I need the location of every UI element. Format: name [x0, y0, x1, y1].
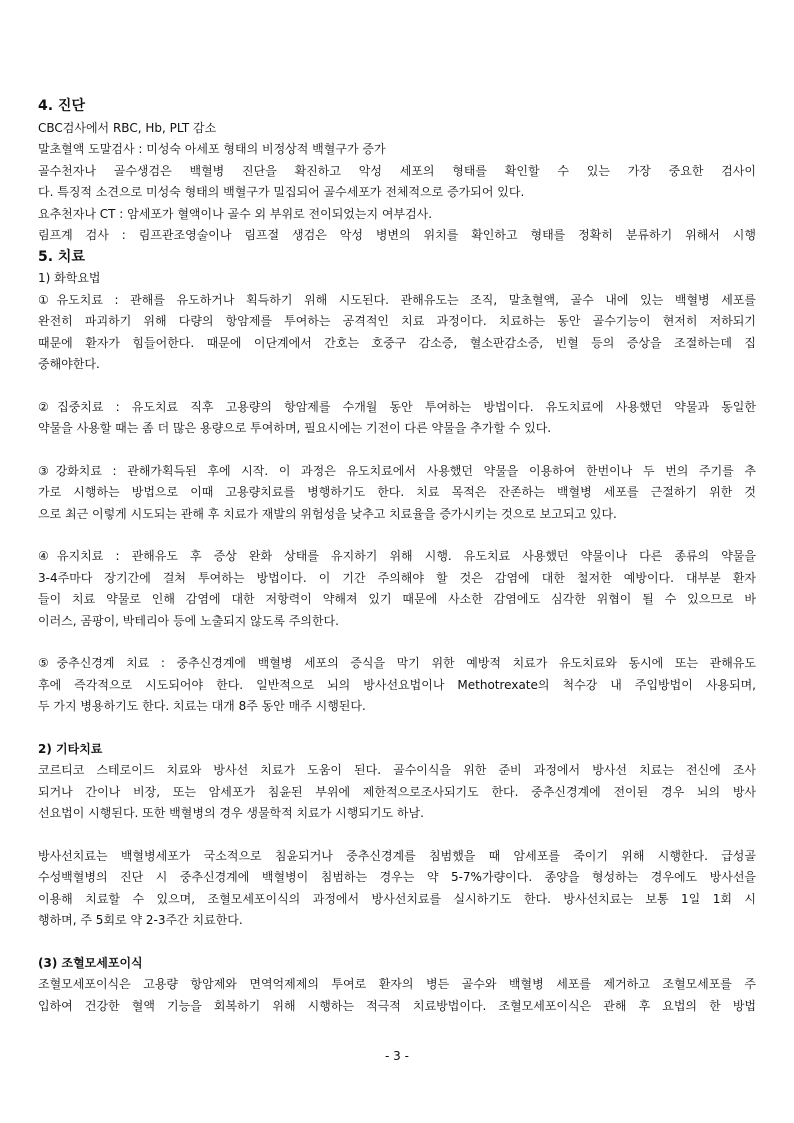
- text-line: 두 가지 병용하기도 한다. 치료는 대개 8주 동안 매주 시행된다.: [38, 699, 366, 713]
- text-line: ②집중치료 : 유도치료 직후 고용량의 항암제를 수개월 동안 투여하는 방법이다. 유도치료에 사용했던 약물과 동일한: [38, 399, 756, 414]
- text-line: 림프계 검사 : 림프관조영술이나 림프절 생검은 악성 병변의 위치를 확인하고 형태를 정확히 분류하기 위해서 시행: [38, 228, 756, 242]
- text-line: 입하여 건강한 혈액 기능을 회복하기 위해 시행하는 적극적 치료방법이다. 조혈모세포이식은 관해 후 요법의 한 방법: [38, 998, 756, 1013]
- paragraph-cns-treatment: [38, 653, 756, 718]
- subsection-heading-stem-cell-transplant: (3) 조혈모세포이식: [38, 955, 143, 970]
- text-line: 수성백혈병의 진단 시 중추신경계에 백혈병이 침범하는 경우는 약 5-7%가량이다. 종양을 형성하는 경우에도 방사선을: [38, 870, 756, 884]
- text-line: 방사선치료는 백혈병세포가 국소적으로 침윤되거나 중추신경계를 침범했을 때 암세포를 죽이기 위해 시행한다. 급성골: [38, 848, 756, 863]
- text-line: 골수천자나 골수생검은 백혈병 진단을 확진하고 악성 세포의 형태를 확인할 수 있는 가장 중요한 검사이: [38, 163, 756, 178]
- subsection-heading-other-treatment: 2) 기타치료: [38, 741, 103, 756]
- text-line: 때문에 환자가 힘들어한다. 때문에 이단계에서 간호는 호중구 감소증, 혈소판감소증, 빈혈 등의 증상을 조절하는데 집: [38, 335, 756, 350]
- text-line: 완전히 파괴하기 위해 다량의 항암제를 투여하는 공격적인 치료 과정이다. 치료하는 동안 골수기능이 현저히 저하되기: [38, 314, 756, 328]
- text-line: 들이 치료 약물로 인해 감염에 대한 저항력이 약해져 있기 때문에 사소한 감염에도 심각한 위협이 될 수 있으므로 바: [38, 592, 756, 606]
- paragraph-consolidation: [38, 397, 756, 440]
- text-line: ③강화치료 : 관해가획득된 후에 시작. 이 과정은 유도치료에서 사용했던 약물을 이용하여 한번이나 두 번의 주기를 추: [38, 463, 756, 478]
- paragraph-induction: [38, 290, 756, 376]
- text-line: 선요법이 시행된다. 또한 백혈병의 경우 생물학적 치료가 시행되기도 하남.: [38, 806, 424, 820]
- text-line: ①유도치료 : 관해를 유도하거나 획득하기 위해 시도된다. 관해유도는 조직, 말초혈액, 골수 내에 있는 백혈병 세포를: [38, 292, 756, 307]
- paragraph-radiation-therapy: [38, 846, 756, 932]
- text-line: ④유지치료 : 관해유도 후 증상 완화 상태를 유지하기 위해 시행. 유도치료 사용했던 약물이나 다른 종류의 약물을: [38, 549, 756, 563]
- paragraph-other-treatment: [38, 760, 756, 825]
- text-line: 으로 최근 이렇게 시도되는 관해 후 치료가 재발의 위험성을 낮추고 치료율을 증가시키는 것으로 보고되고 있다.: [38, 506, 617, 521]
- text-line: 가로 시행하는 방법으로 이때 고용량치료를 병행하기도 한다. 치료 목적은 잔존하는 백혈병 세포를 근절하기 위한 것: [38, 485, 756, 499]
- text-line: 3-4주마다 장기간에 걸쳐 투여하는 방법이다. 이 기간 주의해야 할 것은 감염에 대한 철저한 예방이다. 대부분 환자: [38, 570, 756, 585]
- text-line: 후에 즉각적으로 시도되어야 한다. 일반적으로 뇌의 방사선요법이나 Methotrexate의 척수강 내 주입방법이 사용되며,: [38, 677, 756, 692]
- section-heading-diagnosis: 4. 진단: [38, 98, 85, 114]
- text-line: 이러스, 곰팡이, 박테리아 등에 노출되지 않도록 주의한다.: [38, 613, 339, 628]
- text-line: CBC검사에서 RBC, Hb, PLT 감소: [38, 120, 217, 135]
- text-line: 코르티코 스테로이드 치료와 방사선 치료가 도움이 된다. 골수이식을 위한 준비 과정에서 방사선 치료는 전신에 조사: [38, 763, 756, 777]
- page-number: - 3 -: [385, 1049, 409, 1063]
- document-page: [38, 96, 756, 1017]
- text-line: 되거나 간이나 비장, 또는 암세포가 침윤된 부위에 제한적으로조사되기도 한다. 중추신경계에 전이된 경우 뇌의 방사: [38, 784, 756, 799]
- text-line: 중해야한다.: [38, 357, 100, 371]
- paragraph-maintenance: [38, 546, 756, 632]
- text-line: ⑤중추신경계 치료 : 중추신경계에 백혈병 세포의 증식을 막기 위한 예방적 치료가 유도치료와 동시에 또는 관해유도: [38, 656, 756, 670]
- text-line: 다. 특징적 소견으로 미성숙 형태의 백혈구가 밀집되어 골수세포가 전체적으로 증가되어 있다.: [38, 185, 525, 199]
- text-line: 약물을 사용할 때는 좀 더 많은 용량으로 투여하며, 필요시에는 기전이 다른 약물을 추가할 수 있다.: [38, 421, 552, 435]
- text-line: 행하며, 주 5회로 약 2-3주간 치료한다.: [38, 913, 243, 927]
- paragraph-stem-cell-transplant: [38, 974, 756, 1017]
- text-line: 말초혈액 도말검사 : 미성숙 아세포 형태의 비정상적 백혈구가 증가: [38, 142, 386, 156]
- subsection-heading-chemotherapy: 1) 화학요법: [38, 271, 101, 285]
- paragraph-intensification: [38, 461, 756, 526]
- text-line: 이용해 치료할 수 있으며, 조혈모세포이식의 과정에서 방사선치료를 실시하기도 한다. 방사선치료는 보통 1일 1회 시: [38, 891, 756, 906]
- text-line: 요추천자나 CT : 암세포가 혈액이나 골수 외 부위로 전이되었는지 여부검사.: [38, 206, 433, 221]
- section-heading-treatment: 5. 치료: [38, 248, 85, 265]
- text-line: 조혈모세포이식은 고용량 항암제와 면역억제제의 투여로 환자의 병든 골수와 백혈병 세포를 제거하고 조혈모세포를 주: [38, 977, 756, 991]
